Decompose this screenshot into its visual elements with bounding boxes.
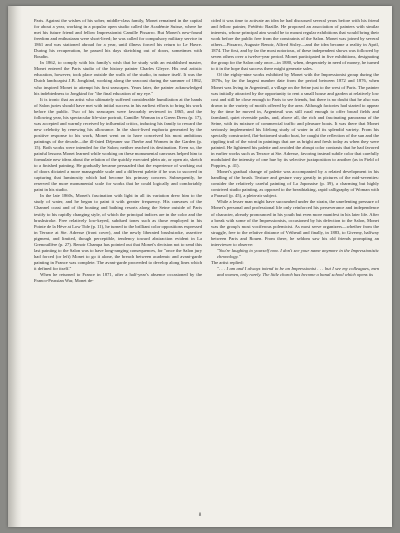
left-column (34, 18, 202, 508)
right-column (211, 18, 379, 508)
text-columns (34, 18, 380, 508)
page-gutter-shadow (8, 6, 22, 527)
paragraph: Paris. Against the wishes of his sober, middle-class family, Monet remained in the capital for about a year, working in a popular open studio called the Académie Suisse, where he met his future friend and fellow Impressionist Camille Pissarro. But Monet's new-found freedom and enthusiasm were short-lived; he was called for compulsory military service in 1861 and was stationed abroad for a year, until illness forced his return to Le Havre. During his recuperation, he passed his days sketching out of doors, sometimes with Boudin. (34, 18, 202, 60)
paragraph: In 1862, to comply with his family's wish that he study with an established master, Monet entered the Paris studio of the history painter Charles Gleyre. His real artistic education, however, took place outside the walls of the studio, in nature itself. It was the Dutch landscapist J.B. Jongkind, working along the seacoast during the summer of 1862, who inspired Monet to attempt his first seascapes. Years later, the painter acknowledged his indebtedness to Jongkind for "the final education of my eye." (34, 60, 202, 96)
quotation: ". . . I am and I always intend to be an Impressionist . . . but I see my colleagues, men and women, only rarely. The little church has become a banal school which opens its (217, 265, 379, 277)
paragraph: The artist replied: (211, 259, 244, 265)
paragraph: While a lesser man might have succumbed under the strain, the unrelenting pressure of Monet's personal and professional life only reinforced his perseverance and independence of character, already pronounced in his youth but even more manifest in his later life. After a break with some of the Impressionists, occasioned by his defection to the Salon, Monet was the group's most vociferous polemicist. As most serve organizers—whether from the struggle, free to the relative distance of Vétheuil and finally, in 1883, to Giverny, halfway between Paris and Rouen. From there, he seldom saw his old friends prompting an interviewer to observe: (211, 199, 379, 247)
page-number: 8 (198, 513, 202, 518)
quotation: "You're laughing to yourself now. I don't see your name anymore in the Impressionistic chronology." (217, 247, 379, 259)
paragraph: When he returned to France in 1871, after a half-year's absence occasioned by the Franco-Prussian War, Monet de- (34, 271, 202, 284)
paragraph: In the late 1860s, Monet's fascination with light in all its variation drew him to the study of water, and he began to paint it with greater frequency. His canvases of the Channel coast and of the boating and bathing resorts along the Seine outside of Paris testify to his rapidly changing style, of which the principal indices are in the color and the brushstroke. Free relatively low-keyed, subdued tones such as those employed in his Pointe de la Hève at Low Tide (p. 11), he turned to the brilliant color oppositions expressed in Terrace at Ste. Adresse (front cover), and the newly liberated brushstroke, assertive pigment, and limited, though perceptible, tendency toward abstraction evident in La Grenouillère (p. 27). Renoir Champa has pointed out that Monet's decision not to send this last painting to the Salon was to have long-ranging consequences, for "once the Salon jury had forced (or left) Monet to go it alone, the breach between academic and avant-garde painting in France was complete. The avant-garde proceeded to develop along lines which it defined for itself." (34, 193, 202, 271)
paragraph: cided it was time to activate an idea he had discussed several years before with his friend and fellow painter, Frédéric Bazille. He proposed an association of painters with similar interests, whose principal aim would be to mount regular exhibitions that would bring their work before the public free from the constraints of the Salon. Monet was joined by several others—Pissarro, Auguste Renoir, Alfred Sisley—and the idea became a reality in April, 1874. The first, and by far the most notorious, of these independent shows was followed by seven others over a twelve-year period. Monet participated in five exhibitions, designating the group for the Salon only once—in 1880, when, desperately in need of money, he turned to it in the hope that success there might generate sales. (211, 18, 379, 72)
paragraph: Of the eighty-nine works exhibited by Monet with the Impressionist group during the 1870s, by far the largest number date from the period between 1872 and 1876, when Monet was living in Argenteuil, a village on the Seine just to the west of Paris. The painter was initially attracted by the opportunity to rent a small house and garden at relatively low cost and still be close enough to Paris to see friends, but there is no doubt that he also was drawn to the variety of motifs offered by the area. Although factories had started to appear by the time he moved in, Argenteuil was still rural enough to offer broad fields and farmland, quiet riverside paths, and, above all, the rich and fascinating panorama of the Seine, with its mixture of commercial traffic and pleasure boats. It was there that Monet seriously implemented his lifelong study of water in all its splendid variety. From his specially constructed, flat-bottomed studio boat, he caught the reflection of the sun and the rippling trail of the wind in paintings that are as bright and fresh today as when they were painted. He lightened his palette and avoided the abrupt color contrasts that he had favored in earlier works such as Terrace at Ste. Adresse, favoring instead subtle color that carefully modulated the intensity of one hue by its selective juxtaposition to another (as in Field of Poppies, p. 41). (211, 72, 379, 169)
paragraph: It is ironic that an artist who ultimately suffered considerable humiliation at the hands of Salon juries should have met with initial success in his earliest efforts to bring his work before the public. Two of his seascapes were favorably reviewed in 1865, and the following year, his spectacular life-size portrait, Camille: Woman in a Green Dress (p. 17), was accepted and warmly received by influential critics, inducing his family to reward the new celebrity by renewing his allowance. In the short-lived euphoria generated by the positive response to his work, Monet went on to have conceived his most ambitious paintings of the decade—the ill-fated Déjeuner sur l'herbe and Women in the Garden (p. 15). Both works were intended for the Salon; neither reached its destination. Even so, the painful lessons Monet learned while working on these monumental canvases helped him to formulate new ideas about the relation of the quickly executed plein air, or open air, sketch to a finished painting. He gradually became persuaded that the experience of working out of doors dictated a more manageable scale and a different palette if he was to succeed in capturing that luminosity which had become his primary concern. Subsequently, he reserved the more monumental scale for works that he could logically and comfortably paint in his studio. (34, 96, 202, 193)
paragraph: Monet's gradual change of palette was accompanied by a related development in his handling of the brush. Texture and gesture vary greatly in pictures of the mid-seventies: consider the relatively careful painting of La Japonaise (p. 39), a charming but highly contrived studio painting, as opposed to the breathtaking, rapid calligraphy of Woman with a Parasol (p. 45), a plein-air subject. (211, 169, 379, 199)
book-page (8, 6, 392, 527)
